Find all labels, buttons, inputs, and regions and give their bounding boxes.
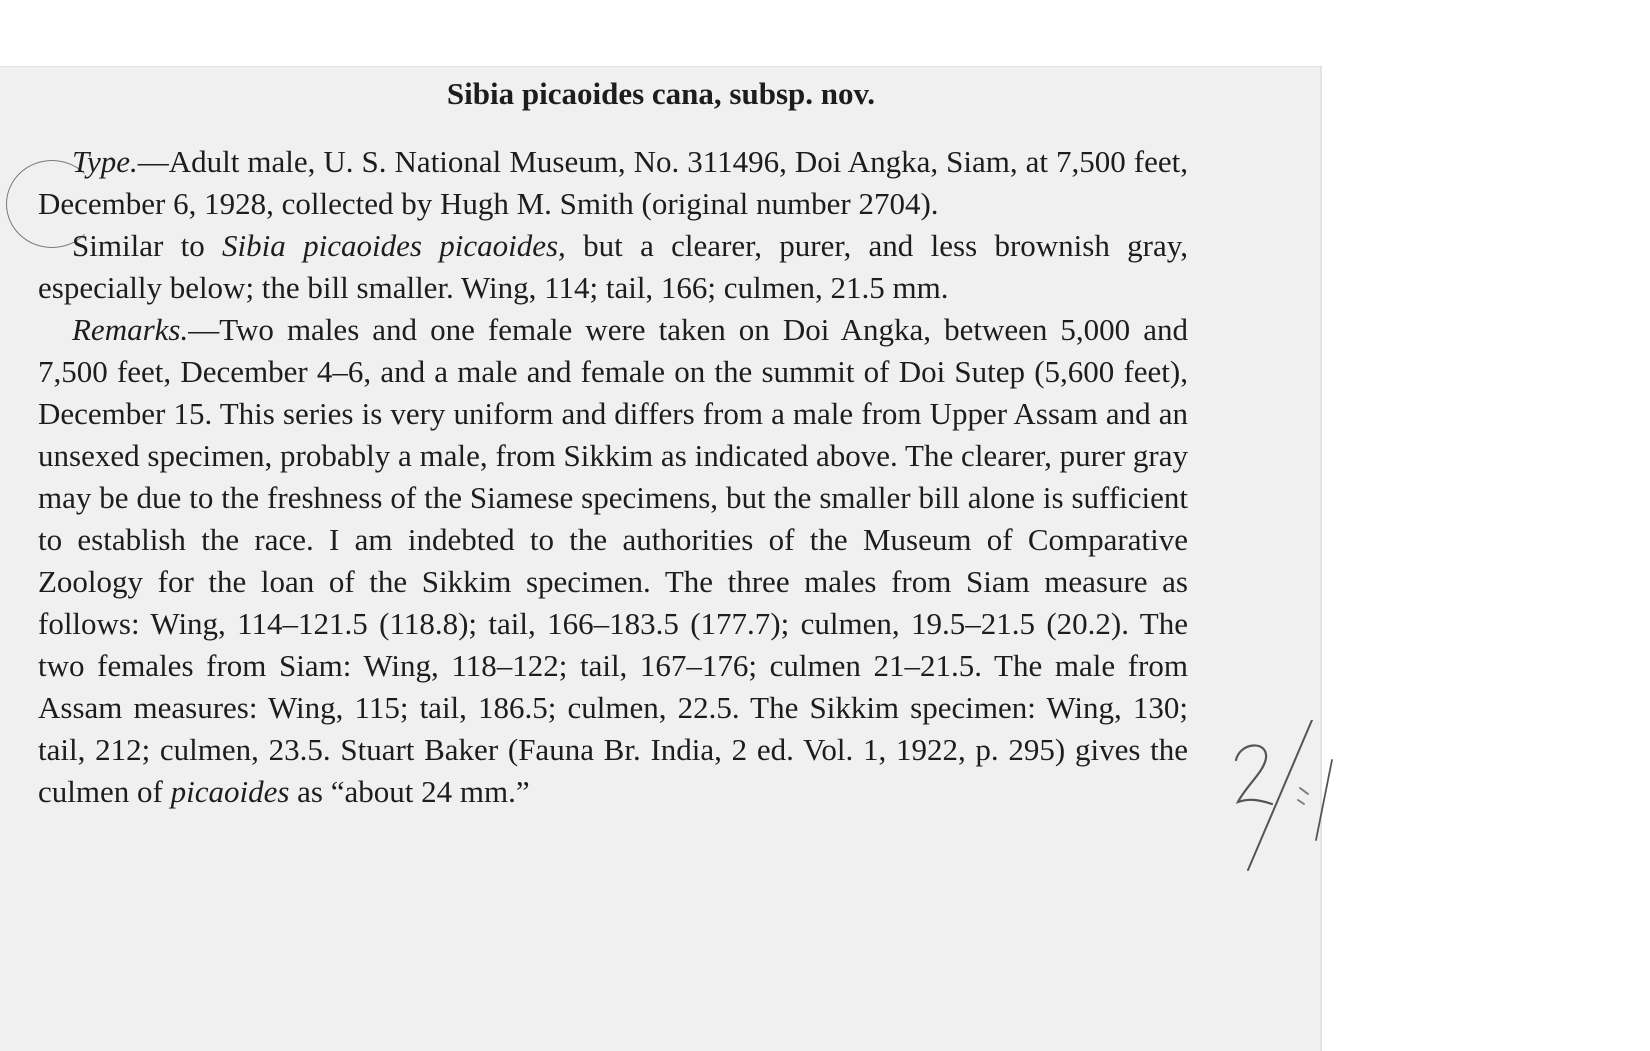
type-heading: Type. [72,144,138,179]
handwritten-mark-icon [1228,720,1368,890]
remarks-tail: as “about 24 mm.” [289,774,530,809]
page-title [0,74,1322,114]
diagnosis-paragraph [38,225,1188,309]
title-subspecies-note: subsp. nov. [721,76,876,111]
diagnosis-prefix: Similar to [72,228,223,263]
title-species-name: Sibia picaoides cana, [446,76,722,111]
remarks-heading: Remarks. [72,312,189,347]
document-body [38,141,1188,813]
handwritten-annotation [1228,720,1368,890]
diagnosis-species-name: Sibia picaoides picaoides, [222,228,566,263]
remarks-species-name: picaoides [170,774,290,809]
remarks-text: —Two males and one female were taken on Doi Angka, between 5,000 and 7,500 feet, December 4–6, and a male and female on the summit of Doi Sutep (5,600 feet), December 15. This series is very uniform and differs from a male from Upper Assam and an unsexed specimen, probably a male, from Sikkim as indicated above. The clearer, purer gray may be due to the freshness of the Siamese specimens, but the smaller bill alone is sufficient to establish the race. I am indebted to the authorities of the Museum of Comparative Zoology for the loan of the Sikkim specimen. The three males from Siam measure as follows: Wing, 114–121.5 (118.8); tail, 166–183.5 (177.7); culmen, 19.5–21.5 (20.2). The two females from Siam: Wing, 118–122; tail, 167–176; culmen 21–21.5. The male from Assam measures: Wing, 115; tail, 186.5; culmen, 22.5. The Sikkim specimen: Wing, 130; tail, 212; culmen, 23.5. Stuart Baker (Fauna Br. India, 2 ed. Vol. 1, 1922, p. 295) gives the culmen of [38,312,1188,809]
remarks-paragraph [38,309,1188,813]
type-paragraph [38,141,1188,225]
diagnosis-text: but a clearer, purer, and less brownish gray, especially below; the bill smaller. Wing, 114; tail, 166; culmen, 21.5 mm. [38,228,1189,305]
type-text: —Adult male, U. S. National Museum, No. 311496, Doi Angka, Siam, at 7,500 feet, December 6, 1928, collected by Hugh M. Smith (original number 2704). [38,144,1188,221]
